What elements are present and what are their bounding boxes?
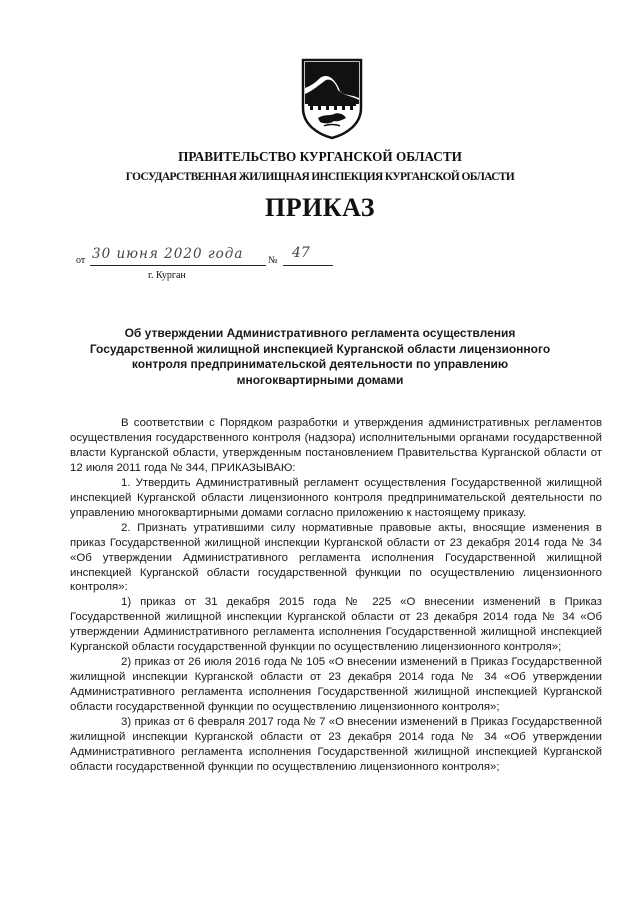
title-line: Государственной жилищной инспекцией Курганской области лицензионного	[89, 341, 551, 356]
number-label: №	[268, 255, 278, 266]
paragraph: 2) приказ от 26 июля 2016 года № 105 «О внесении изменений в Приказ Государственной жилищной инспекции Курганской области от 23 декабря 2014 года № 34 «Об утверждении Административного регламента исполнения Государственной жилищной инспекцией Курганской области государственной функции по осуществлению лицензионного контроля»;	[70, 656, 602, 714]
number-underline	[283, 265, 333, 266]
paragraph: 3) приказ от 6 февраля 2017 года № 7 «О внесении изменений в Приказ Государственной жилищной инспекции Курганской области от 23 декабря 2014 года № 34 «Об утверждении Административного регламента исполнения Государственной жилищной инспекцией Курганской области государственной функции по осуществлению лицензионного контроля»;	[70, 716, 602, 773]
department-name: ГОСУДАРСТВЕННАЯ ЖИЛИЩНАЯ ИНСПЕКЦИЯ КУРГАНСКОЙ ОБЛАСТИ	[125, 171, 515, 183]
paragraph: 1) приказ от 31 декабря 2015 года № 225 «О внесении изменений в Приказ Государственной жилищной инспекции Курганской области от 23 декабря 2014 года № 34 «Об утверждении Административного регламента исполнения Государственной жилищной инспекцией Курганской области государственной функции по осуществлению лицензионного контроля»;	[70, 596, 602, 654]
organization-name: ПРАВИТЕЛЬСТВО КУРГАНСКОЙ ОБЛАСТИ	[178, 149, 462, 164]
title-line: многоквартирными домами	[236, 372, 404, 387]
handwritten-number: 47	[292, 245, 310, 261]
date-label: от	[76, 255, 86, 266]
date-underline	[90, 265, 266, 266]
coat-of-arms-emblem	[300, 58, 364, 140]
city: г. Курган	[148, 270, 186, 281]
paragraph: В соответствии с Порядком разработки и утверждения административных регламентов осуществления государственного контроля (надзора) исполнительными органами государственной власти Курганской области, утвержденным постановлением Правительства Курганской области от 12 июля 2011 года № 344, ПРИКАЗЫВАЮ:	[70, 417, 602, 474]
document-body	[70, 416, 602, 775]
title-line: Об утверждении Административного регламента осуществления	[124, 326, 516, 340]
handwritten-date: 30 июня 2020 года	[92, 246, 244, 262]
document-title	[70, 326, 570, 388]
paragraph: 1. Утвердить Административный регламент осуществления Государственной жилищной инспекцией Курганской области лицензионного контроля предпринимательской деятельности по управлению многоквартирными домами согласно приложению к настоящему приказу.	[70, 476, 602, 519]
paragraph: 2. Признать утратившими силу нормативные правовые акты, вносящие изменения в приказ Государственной жилищной инспекции Курганской области от 23 декабря 2014 года № 34 «Об утверждении Административного регламента исполнения Государственной жилищной инспекцией Курганской области государственной функции по осуществлению лицензионного контроля»:	[70, 521, 602, 594]
title-line: контроля предпринимательской деятельности по управлению	[131, 357, 509, 371]
document-type: ПРИКАЗ	[264, 193, 376, 222]
